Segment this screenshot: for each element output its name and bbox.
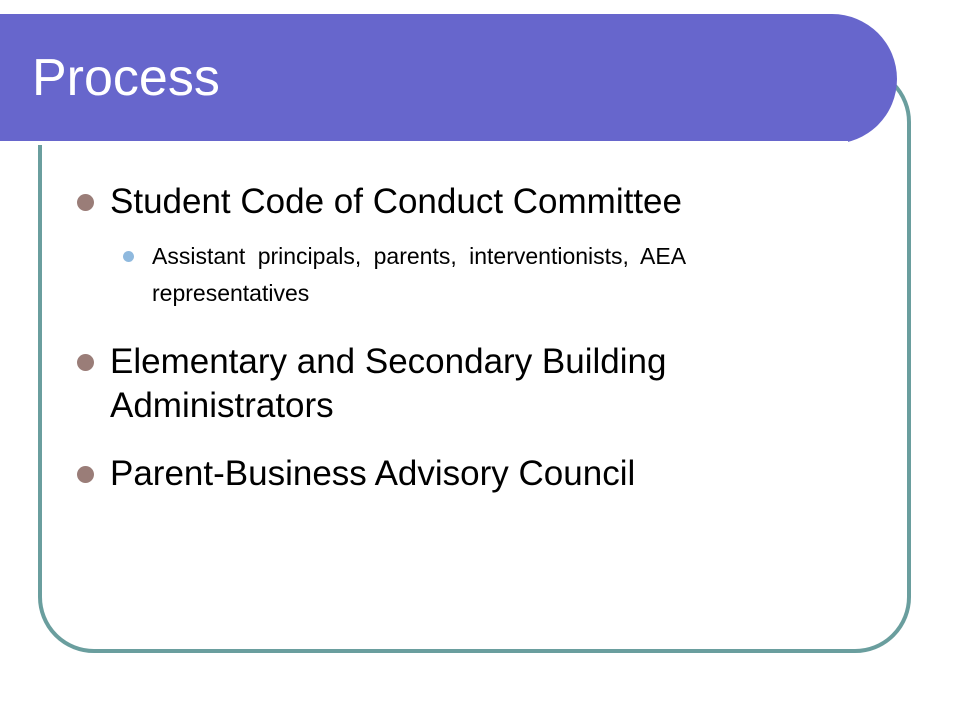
bullet-item: [110, 180, 870, 224]
bullet-text: Student Code of Conduct Committee: [110, 182, 682, 221]
bullet-dot-icon: [77, 354, 94, 371]
slide-title: Process: [32, 49, 220, 107]
bullet-text: Elementary and Secondary Building Administrators: [110, 342, 667, 425]
sub-bullet-item: [152, 238, 852, 312]
sub-bullet-text: Assistant principals, parents, interventionists, AEA representatives: [152, 243, 685, 306]
bullet-dot-icon: [77, 466, 94, 483]
bullet-item: [110, 340, 870, 428]
sub-bullet-dot-icon: [123, 251, 134, 262]
bullet-dot-icon: [77, 194, 94, 211]
bullet-text: Parent-Business Advisory Council: [110, 454, 636, 493]
bullet-item: [110, 452, 870, 496]
